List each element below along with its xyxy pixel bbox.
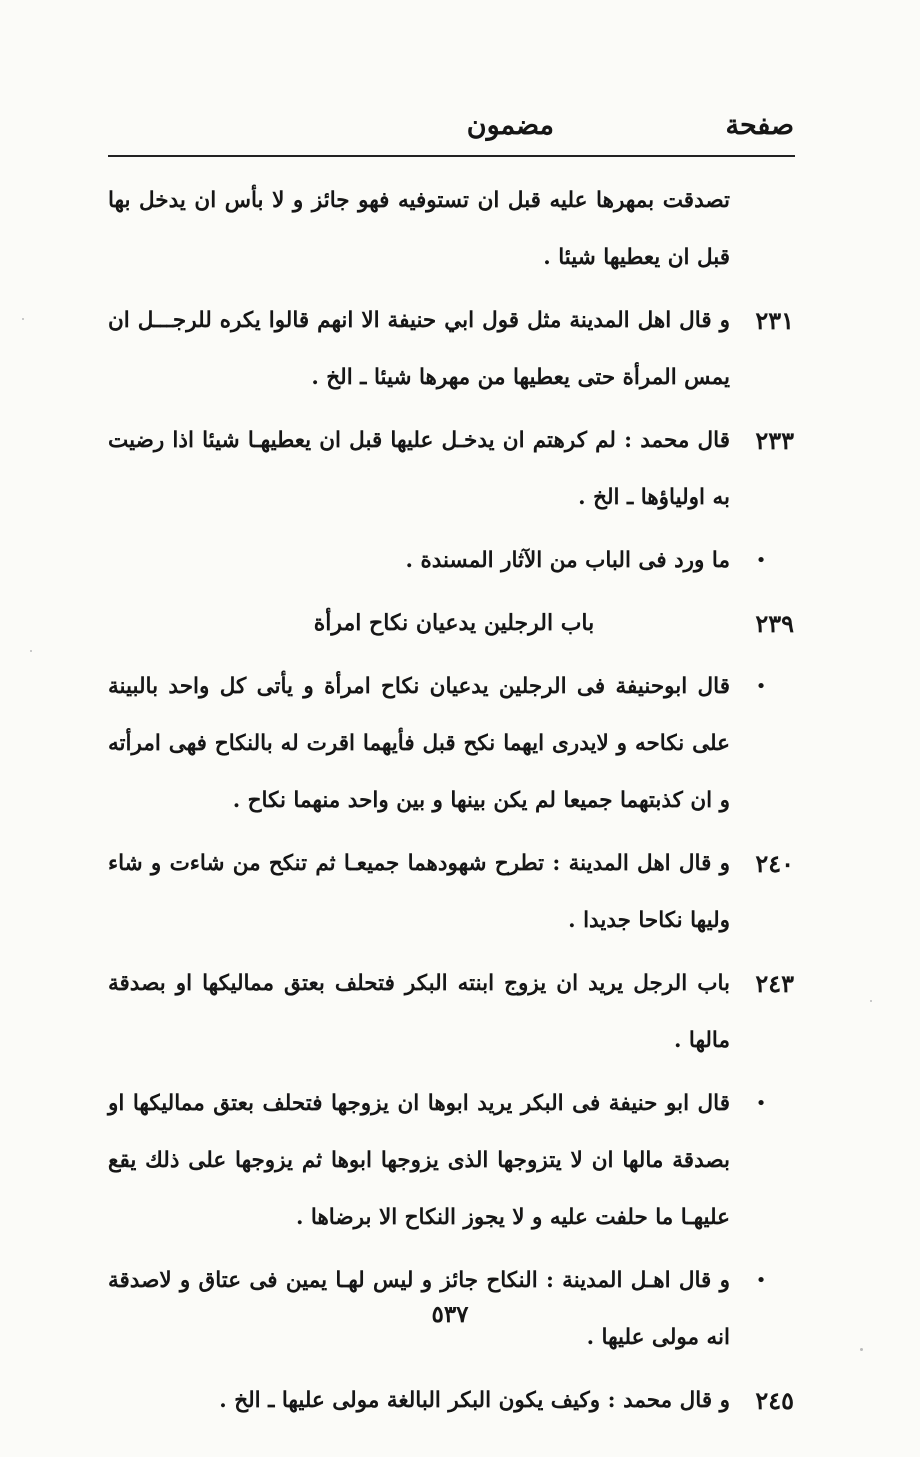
entry-number: ٢٣٩ xyxy=(755,609,794,638)
section-heading xyxy=(108,595,794,652)
entry-text: تصدقت بمهرها عليه قبل ان تستوفيه فهو جائز و لا بأس ان يدخل بها قبل ان يعطيها شيئا . xyxy=(108,188,730,270)
page-header xyxy=(108,104,794,148)
toc-entry xyxy=(108,1372,794,1429)
page-number: ٥٣٧ xyxy=(431,1301,469,1328)
toc-entry xyxy=(108,1075,794,1246)
scan-speck xyxy=(870,1000,872,1002)
heading-text: باب الرجلين يدعيان نكاح امرأة xyxy=(313,610,595,636)
scan-speck xyxy=(860,1348,863,1351)
bullet-dot-icon: • xyxy=(755,1270,767,1291)
entry-text: باب الرجل يريد ان يزوج ابنته البكر فتحلف بعتق مماليكها او بصدقة مالها . xyxy=(108,971,730,1053)
toc-body xyxy=(108,172,794,1435)
toc-entry xyxy=(108,412,794,526)
entry-text: قال ابوحنيفة فى الرجلين يدعيان نكاح امرأة و يأتى كل واحد بالبينة على نكاحه و لايدرى ايهما نكح قبل فأيهما اقرت له بالنكاح فهى امرأته و ان كذبتهما جميعا لم يكن بينها و بين واحد منهما نكاح . xyxy=(108,674,730,813)
entry-text: ما ورد فى الباب من الآثار المسندة . xyxy=(405,548,730,573)
toc-entry xyxy=(108,292,794,406)
entry-text: قال محمد : لم كرهتم ان يدخـل عليها قبل ان يعطيهـا شيئا اذا رضيت به اولياؤها ـ الخ . xyxy=(108,428,730,510)
entry-text: قال ابو حنيفة فى البكر يريد ابوها ان يزوجها فتحلف بعتق مماليكها او بصدقة مالها ان لا يتزوجها الذى يزوجها ابوها ثم يزوجها على ذلك يقع عليهـا ما حلفت عليه و لا يجوز النكاح الا برضاها . xyxy=(108,1091,730,1230)
bullet-dot-icon: • xyxy=(755,1093,767,1114)
entry-number: ٢٤٣ xyxy=(755,969,794,998)
toc-entry xyxy=(108,955,794,1069)
bullet-dot-icon: • xyxy=(755,676,767,697)
header-rule xyxy=(108,155,795,157)
scan-speck xyxy=(22,318,24,320)
header-title: مضمون xyxy=(466,110,554,141)
column-label: صفحة xyxy=(725,110,794,141)
entry-text: و قال محمد : وكيف يكون البكر البالغة مولى عليها ـ الخ . xyxy=(219,1388,730,1413)
entry-text: و قال اهل المدينة مثل قول ابي حنيفة الا انهم قالوا يكره للرجـــل ان يمس المرأة حتى يعطيها من مهرها شيئا ـ الخ . xyxy=(108,308,730,390)
entry-number: ٢٤٠ xyxy=(755,849,794,878)
entry-number: ٢٣١ xyxy=(755,306,794,335)
bullet-dot-icon: • xyxy=(755,550,767,571)
entry-number: ٢٣٣ xyxy=(755,426,794,455)
toc-entry xyxy=(108,658,794,829)
toc-entry xyxy=(108,835,794,949)
entry-text: و قال اهـل المدينة : النكاح جائز و ليس لهـا يمين فى عتاق و لاصدقة انه مولى عليها . xyxy=(108,1268,730,1350)
toc-entry xyxy=(108,532,794,589)
scan-speck xyxy=(30,650,32,652)
entry-number: ٢٤٥ xyxy=(755,1386,794,1415)
toc-entry xyxy=(108,172,794,286)
entry-text: و قال اهل المدينة : تطرح شهودهما جميعـا ثم تنكح من شاءت و شاء وليها نكاحا جديدا . xyxy=(108,851,730,933)
